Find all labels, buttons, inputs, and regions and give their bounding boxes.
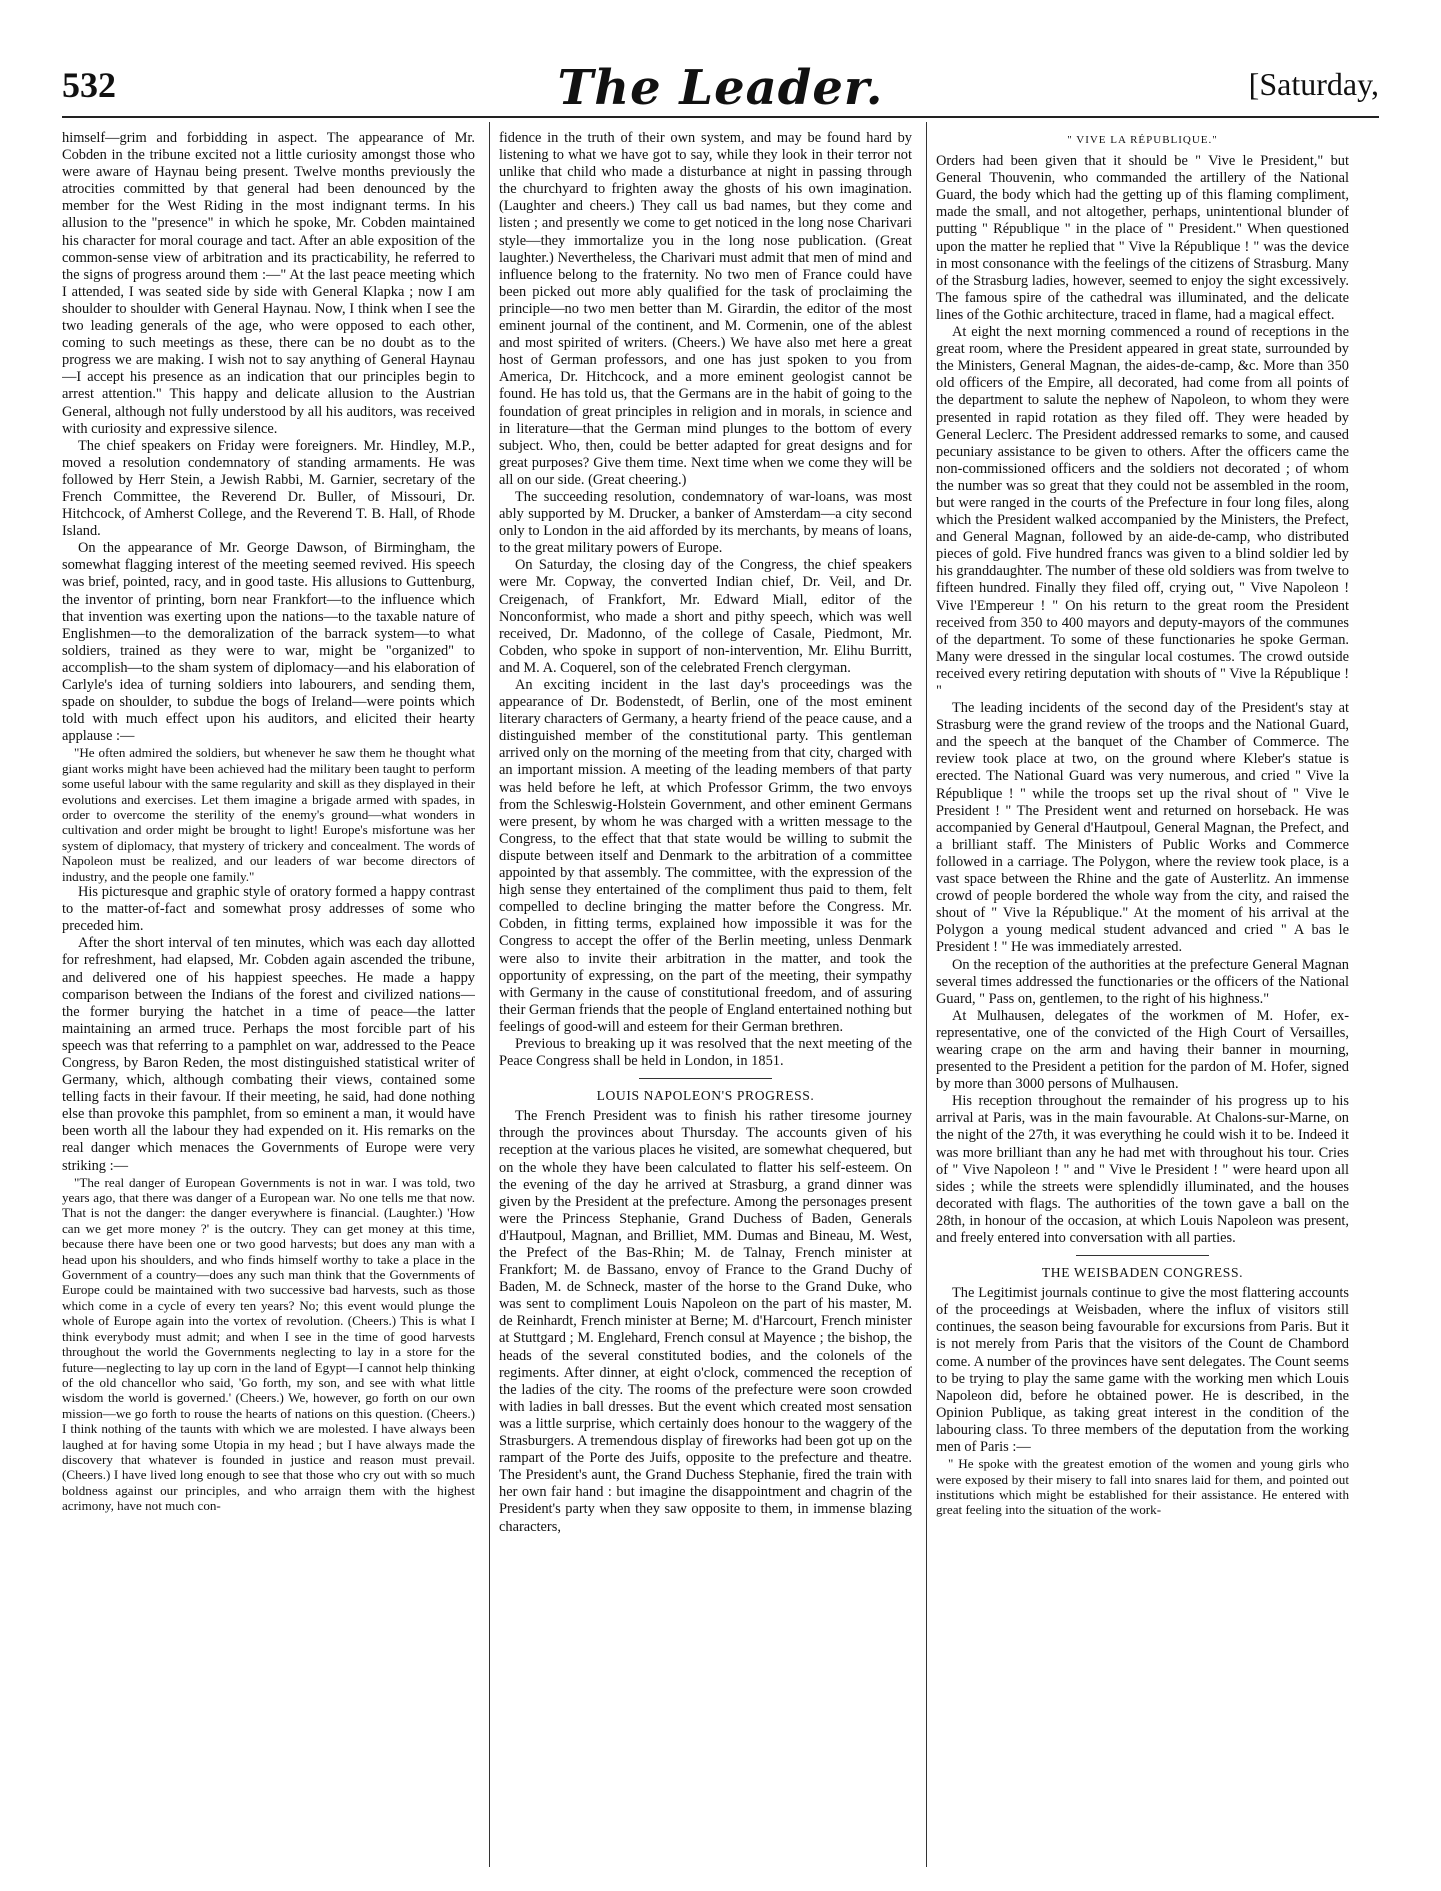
paragraph: His picturesque and graphic style of oratory formed a happy contrast to the matter-of-fact and somewhat prosy addresses of some who preceded him.	[62, 884, 475, 935]
section-heading: THE WEISBADEN CONGRESS.	[1041, 1265, 1244, 1281]
paragraph: The succeeding resolution, condemnatory of war-loans, was most ably supported by M. Drucker, a banker of Amsterdam—a city second only to London in the aid afforded by its merchants, by means of loans, to the great military powers of Europe.	[499, 488, 912, 557]
issue-day: [Saturday,	[1248, 66, 1379, 102]
section-heading: LOUIS NAPOLEON'S PROGRESS.	[596, 1088, 815, 1104]
column-1	[62, 130, 475, 1860]
paragraph: The Legitimist journals continue to give the most flattering accounts of the proceedings at Weisbaden, where the influx of visitors still continues, the season being favourable for excursions from Paris. But it is not merely from Paris that the visitors of the Count de Chambord come. A number of the provinces have sent delegates. The Count seems to be trying to play the same game with the working men which Louis Napoleon did, before he obtained power. He is described, in the Opinion Publique, as taking great interest in the condition of the labouring class. To three members of the deputation from the working men of Paris :—	[936, 1285, 1349, 1456]
section-rule	[1076, 1255, 1208, 1256]
column-divider	[489, 122, 490, 1867]
column-2	[499, 130, 912, 1860]
paragraph: On the appearance of Mr. George Dawson, of Birmingham, the somewhat flagging interest of the meeting seemed revived. His speech was brief, pointed, racy, and in good taste. His allusions to Guttenburg, the inventor of printing, born near Frankfort—to the influence which that invention was exerting upon the nations—to the taxable nature of Englishmen—to the demoralization of the barrack system—to what soldiers, trained as they were to war, might be "organized" to accomplish—to the sham system of diplomacy—and his elaboration of Carlyle's idea of turning soldiers into labourers, and sending them, spade on shoulder, to subdue the bogs of Ireland—were points which told with much effect upon his auditors, and elicited their hearty applause :—	[62, 540, 475, 745]
subheading: " VIVE LA RÉPUBLIQUE."	[1067, 134, 1218, 146]
header-rule	[62, 116, 1379, 118]
quotation: "The real danger of European Governments is not in war. I was told, two years ago, that there was danger of a European war. No one tells me that now. That is not the danger: the danger everywhere is financial. (Laughter.) 'How can we get more money ?' is the outcry. They can get money at this time, because there have been one or two good harvests; but does any man with a head upon his shoulders, and who finds himself worthy to take a place in the Government of a country—does any such man think that the Governments of Europe could be maintained with two successive bad harvests, such as those which come in a cycle of every ten years? No; this event would plunge the whole of Europe again into the vortex of revolution. (Cheers.) This is what I think everybody must admit; and when I see in the time of good harvests throughout the world the Governments neglecting to lay in a store for the future—neglecting to lay up corn in the land of Egypt—I cannot help thinking of the old chancellor who said, 'Go forth, my son, and see with what little wisdom the world is governed.' (Cheers.) We, however, go forth on our own mission—we go forth to rouse the hearts of nations on this question. (Cheers.) I think nothing of the taunts with which we are molested. I have always been laughed at for having some Utopia in my head ; but I have always made the discovery that whatever is founded in justice and reason must prevail. (Cheers.) I have lived long enough to see that those who cry out with so much boldness against our principles, and who arraign them with the highest acrimony, have not much con-	[62, 1174, 475, 1514]
paragraph: His reception throughout the remainder of his progress up to his arrival at Paris, was in the main favourable. At Chalons-sur-Marne, on the night of the 27th, it was everything he could wish it to be. Indeed it was more brilliant than any he had met with throughout his tour. Cries of " Vive Napoleon ! " and " Vive le President ! " were heard upon all sides ; while the streets were splendidly illuminated, and the houses decorated with flags. The authorities of the town gave a ball on the 28th, in honour of the occasion, at which Louis Napoleon was present, and freely entered into conversation with all parties.	[936, 1093, 1349, 1246]
quotation: " He spoke with the greatest emotion of the women and young girls who were exposed by their misery to fall into snares laid for them, and pointed out institutions which might be established for their assistance. He entered with great feeling into the situation of the work-	[936, 1456, 1349, 1518]
paragraph: The French President was to finish his rather tiresome journey through the provinces about Thursday. The accounts given of his reception at the various places he visited, are somewhat chequered, but on the whole they have been calculated to flatter his self-esteem. On the evening of the day he arrived at Strasburg, a grand dinner was given by the President at the prefecture. Among the personages present were the Princess Stephanie, Grand Duchess of Baden, Generals d'Hautpoul, Magnan, and Brilliet, MM. Dumas and Bineau, M. West, the Prefect of the Bas-Rhin; M. de Talnay, French minister at Frankfort; M. de Bassano, envoy of France to the Grand Duchy of Baden, M. de Schneck, master of the horse to the Grand Duke, who was sent to compliment Louis Napoleon on the part of his master, M. de Reinhardt, French minister at Berne; M. d'Harcourt, French minister at Stuttgard ; M. Englehard, French consul at Mayence ; the bishop, the heads of the several constituted bodies, and the colonels of the regiments. After dinner, at eight o'clock, commenced the reception of the ladies of the city. The rooms of the prefecture were soon crowded with ladies in ball dresses. But the event which created most sensation was a little surprise, which certainly does honour to the waggery of the Strasburgers. A tremendous display of fireworks had been got up on the rampart of the Porte des Juifs, opposite to the prefecture and theatre. The President's aunt, the Grand Duchess Stephanie, fired the train with her own fair hand : but imagine the disappointment and chagrin of the President's party when they saw opposite to them, in immense blazing characters,	[499, 1108, 912, 1535]
paragraph: Previous to breaking up it was resolved that the next meeting of the Peace Congress shall be held in London, in 1851.	[499, 1035, 912, 1070]
column-3	[936, 130, 1349, 1860]
paragraph: An exciting incident in the last day's proceedings was the appearance of Dr. Bodenstedt, of Berlin, one of the most eminent literary characters of Germany, a hearty friend of the peace cause, and a distinguished member of the constitutional party. This gentleman arrived only on the morning of the meeting from that city, charged with an important mission. A meeting of the leading members of that party was held before he left, at which Professor Grimm, the two envoys from the Schleswig-Holstein Government, and other eminent Germans were present, by whom he was charged with a written message to the Congress, to the effect that that state would be willing to submit the dispute between itself and Denmark to the arbitration of a committee appointed by that assembly. The committee, with the expression of the high sense they entertained of the compliment thus paid to them, felt compelled to decline bringing the matter before the Congress. Mr. Cobden, in fitting terms, explained how impossible it was for the Congress to accept the offer of the Berlin meeting, unless Denmark were also to invite their arbitration in the matter, and took the opportunity of expressing, on the part of the meeting, their sympathy with Germany in the cause of constitutional freedom, and of assuring their German friends that the people of England entertained nothing but feelings of good-will and esteem for their German brethren.	[499, 677, 912, 1035]
masthead-title: The Leader.	[557, 60, 884, 116]
paragraph: On Saturday, the closing day of the Congress, the chief speakers were Mr. Copway, the converted Indian chief, Dr. Veil, and Dr. Creigenach, of Frankfort, Mr. Edward Miall, editor of the Nonconformist, who made a short and pithy speech, which was well received, Dr. Madonno, of the college of Casale, Piedmont, Mr. Cobden, who spoke in support of non-intervention, Mr. Elihu Burritt, and M. A. Coquerel, son of the celebrated French clergyman.	[499, 557, 912, 676]
paragraph: At Mulhausen, delegates of the workmen of M. Hofer, ex-representative, one of the convicted of the High Court of Versailles, wearing crape on the arm and having their banner in mourning, presented to the President a petition for the pardon of M. Hofer, signed by more than 3000 persons of Mulhausen.	[936, 1007, 1349, 1093]
page-number: 532	[62, 65, 116, 105]
paragraph: Orders had been given that it should be " Vive le President," but General Thouvenin, who commanded the artillery of the National Guard, the body which had the getting up of this flaming compliment, made the small, and not altogether, perhaps, unintentional blunder of putting " République " in the place of " President." When questioned upon the matter he replied that " Vive la République ! " was the device in most consonance with the feelings of the citizens of Strasburg. Many of the Strasburg ladies, however, seemed to enjoy the sight excessively. The famous spire of the cathedral was illuminated, and the delicate lines of the Gothic architecture, traced in flame, had a magical effect.	[936, 153, 1349, 323]
paragraph: fidence in the truth of their own system, and may be found hard by listening to what we have got to say, while they look in their terror not unlike that child who made a disturbance at night in passing through the churchyard to frighten away the ghosts of his own imagination. (Laughter and cheers.) They call us bad names, but they come and listen ; and presently we come to get noticed in the long nose Charivari style—they immortalize you in the long nose publication. (Great laughter.) Nevertheless, the Charivari must admit that men of mind and influence belong to the fraternity. No two men of France could have been picked out more ably qualified for the task of proclaiming the principle—no two men better than M. Girardin, the editor of the most eminent journal of the continent, and M. Cormenin, one of the ablest and most spirited of writers. (Cheers.) We have also met here a great host of German professors, and one has just spoken to you from America, Dr. Hitchcock, and a more eminent geologist cannot be found. He has told us, that the Germans are in the habit of going to the foundation of great principles in religion and in morals, in science and in literature—that the German mind plunges to the bottom of every subject. Who, then, could be better adapted for great designs and for great purposes? Give them time. Next time when we come they will be all on our side. (Great cheering.)	[499, 130, 912, 488]
page-header	[62, 60, 1379, 116]
paragraph: himself—grim and forbidding in aspect. The appearance of Mr. Cobden in the tribune excited not a little curiosity amongst those who were aware of Haynau being present. Twelve months previously the atrocities committed by that general had been denounced by the member for the West Riding in the most indignant terms. In his allusion to the "presence" in which he spoke, Mr. Cobden maintained his character for moral courage and tact. After an able exposition of the common-sense view of arbitration and its practicability, he referred to the signs of progress around them :—" At the last peace meeting which I attended, I was seated side by side with General Klapka ; now I am shoulder to shoulder with General Haynau. Now, I think when I see the two leading generals of the age, who were opposed to each other, coming to such meetings as these, there can be no doubt as to the progress we are making. I wish not to say anything of General Haynau—I accept his presence as an indication that our principles begin to arrest attention." This happy and delicate allusion to the Austrian General, although not fully understood by all his auditors, was received with curiosity and expressive silence.	[62, 130, 475, 437]
section-rule	[639, 1078, 771, 1079]
paragraph: The chief speakers on Friday were foreigners. Mr. Hindley, M.P., moved a resolution condemnatory of standing armaments. He was followed by Herr Stein, a Jewish Rabbi, M. Garnier, secretary of the French Committee, the Reverend Dr. Buller, of Missouri, Dr. Hitchcock, of Amherst College, and the Reverend T. B. Hall, of Rhode Island.	[62, 437, 475, 540]
paragraph: The leading incidents of the second day of the President's stay at Strasburg were the grand review of the troops and the National Guard, and the speech at the banquet of the Chamber of Commerce. The review took place at two, on the ground where Kleber's statue is erected. The National Guard was very numerous, and cried " Vive la République ! " while the troops set up the rival shout of " Vive le President ! " The President went and returned on horseback. He was accompanied by General d'Hautpoul, General Magnan, the Prefect, and a brilliant staff. The Ministers of Public Works and Commerce followed in a carriage. The Polygon, where the review took place, is a vast space between the Rhine and the gate of Austerlitz. An immense crowd of people bordered the whole way from the city, and raised the shout of " Vive la République." At the moment of his arrival at the Polygon a young medical student advanced and cried " A bas le President ! " He was immediately arrested.	[936, 700, 1349, 956]
paragraph: At eight the next morning commenced a round of receptions in the great room, where the President appeared in great state, surrounded by the Ministers, General Magnan, the aides-de-camp, &c. More than 350 old officers of the Empire, all decorated, had come from all points of the department to salute the nephew of Napoleon, to whom they were presented in rapid rotation as they filed off. They were headed by General Leclerc. The President addressed remarks to some, and caused pecuniary assistance to be given to others. After the officers came the non-commissioned officers and the soldiers not decorated ; of whom the number was so great that they could not be assembled in the room, but were ranged in the courts of the Prefecture in four long files, along which the President walked accompanied by the Ministers, the Prefect, and General Magnan, followed by an aide-de-camp, who distributed pieces of gold. Five hundred francs was given to a blind soldier led by his granddaughter. The number of these old soldiers was from twelve to fifteen hundred. Finally they filed off, crying out, " Vive Napoleon ! Vive l'Empereur ! " On his return to the great room the President received from 350 to 400 mayors and deputy-mayors of the communes of the department. To some of these functionaries he spoke German. Many were dressed in the singular local costumes. The crowd outside received every retiring deputation with shouts of " Vive la République ! "	[936, 324, 1349, 699]
column-divider	[926, 122, 927, 1867]
quotation: "He often admired the soldiers, but whenever he saw them he thought what giant works might have been achieved had the military been taught to perform some useful labour with the same regularity and skill as they displayed in their evolutions and exercises. Let them imagine a brigade armed with spades, in order to overcome the sterility of the enemy's ground—what wonders in cultivation and order might be brought to light! Europe's misfortune was her system of diplomacy, that mystery of trickery and concealment. The words of Napoleon must be realized, and our leaders of war become directors of industry, and the people one family."	[62, 745, 475, 884]
paragraph: On the reception of the authorities at the prefecture General Magnan several times addressed the functionaries or the officers of the National Guard, " Pass on, gentlemen, to the right of his highness."	[936, 956, 1349, 1007]
paragraph: After the short interval of ten minutes, which was each day allotted for refreshment, had elapsed, Mr. Cobden again ascended the tribune, and delivered one of his happiest speeches. He made a happy comparison between the Indians of the forest and civilized nations—the former burying the hatchet in a time of peace—the latter maintaining an armed truce. Perhaps the most forcible part of his speech was that referring to a pamphlet on war, addressed to the Peace Congress, by Baron Reden, the most distinguished statistical writer of Germany, which, although combating their views, contained some telling facts in their favour. If their meeting, he said, had done nothing else than provoke this pamphlet, from so eminent a man, it would have been worth all the labour they had expended on it. His remarks on the real danger which menaces the Governments of Europe were very striking :—	[62, 935, 475, 1174]
